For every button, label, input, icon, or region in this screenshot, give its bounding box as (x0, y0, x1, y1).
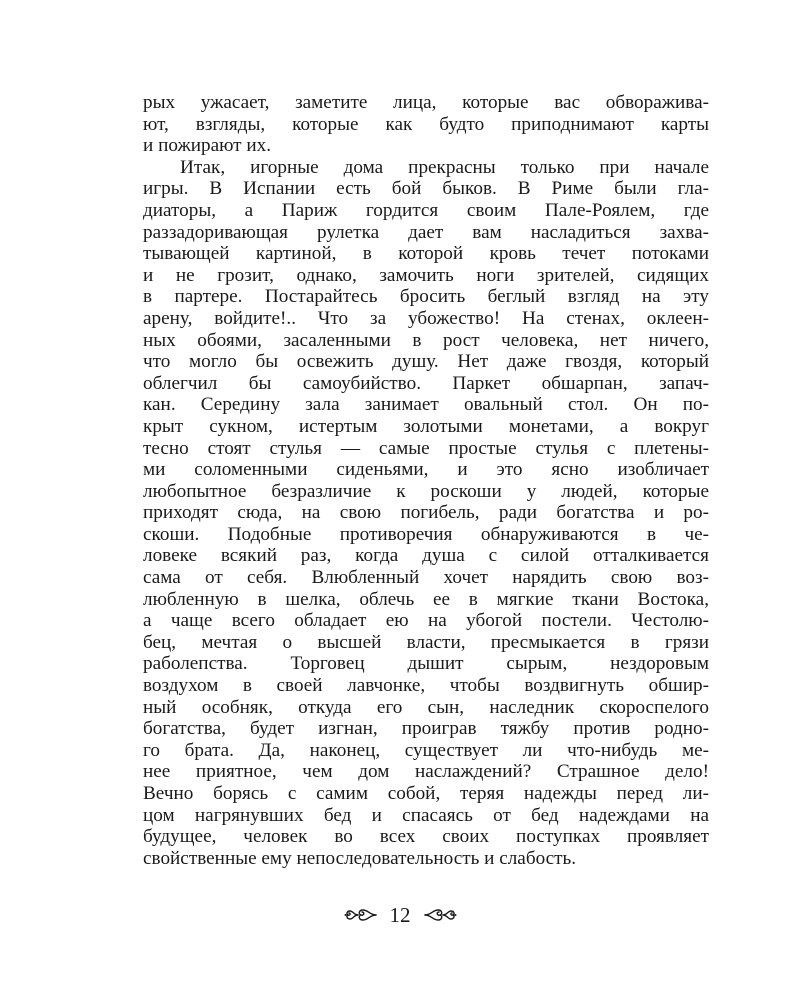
text-line: игры. В Испании есть бой быков. В Риме были гла- (143, 178, 709, 200)
text-line: любленную в шелка, облечь ее в мягкие ткани Востока, (143, 588, 709, 610)
text-line: ми соломенными сиденьями, и это ясно изобличает (143, 459, 709, 481)
text-line: кан. Середину зала занимает овальный стол. Он по- (143, 394, 709, 416)
page-number: 12 (389, 903, 411, 927)
text-line: Вечно борясь с самим собой, теряя надежды перед ли- (143, 783, 709, 804)
text-line: раззадоривающая рулетка дает вам насладиться захва- (143, 221, 709, 243)
text-line: раболепства. Торговец дышит сырым, нездоровым (143, 653, 709, 675)
page-footer (0, 900, 800, 930)
text-line: ловеке всякий раз, когда душа с силой отталкивается (143, 545, 709, 567)
text-line: бец, мечтая о высшей власти, пресмыкается в грязи (143, 631, 709, 653)
text-line: го брата. Да, наконец, существует ли что-нибудь ме- (143, 739, 709, 761)
text-line: рых ужасает, заметите лица, которые вас обворажива- (143, 92, 709, 113)
text-line: цом нагрянувших бед и спасаясь от бед надеждами на (143, 804, 709, 826)
text-line: богатства, будет изгнан, проиграв тяжбу против родно- (143, 718, 709, 740)
text-line: что могло бы освежить душу. Нет даже гвоздя, который (143, 351, 709, 373)
body-text (143, 92, 709, 869)
text-line: диаторы, а Париж гордится своим Пале-Роялем, где (143, 199, 709, 221)
text-line: нее приятное, чем дом наслаждений? Страшное дело! (143, 761, 709, 783)
text-line: в партере. Постарайтесь бросить беглый взгляд на эту (143, 286, 709, 308)
text-line: и не грозит, однако, замочить ноги зрителей, сидящих (143, 264, 709, 286)
text-line: воздухом в своей лавчонке, чтобы воздвигнуть обшир- (143, 675, 709, 697)
text-line: свойственные ему непоследовательность и слабость. (143, 847, 577, 869)
text-line: облегчил бы самоубийство. Паркет обшарпан, запач- (143, 372, 709, 394)
text-line: ный особняк, откуда его сын, наследник скороспелого (143, 696, 709, 718)
text-line: крыт сукном, истертым золотыми монетами, а вокруг (143, 415, 709, 437)
text-line: тесно стоят стулья — самые простые стулья с плетены- (143, 437, 709, 459)
text-line: скоши. Подобные противоречия обнаруживаются в че- (143, 523, 709, 545)
text-line: арену, войдите!.. Что за убожество! На стенах, оклеен- (143, 307, 709, 329)
text-line: приходят сюда, на свою погибель, ради богатства и ро- (143, 502, 709, 524)
text-line: а чаще всего обладает ею на убогой постели. Честолю- (143, 610, 709, 632)
fleuron-right-icon (423, 907, 457, 923)
fleuron-left-icon (344, 907, 378, 923)
text-line: и пожирают их. (143, 135, 272, 157)
text-line: ют, взгляды, которые как будто приподнимают карты (143, 113, 709, 135)
text-line: Итак, игорные дома прекрасны только при начале (180, 156, 709, 178)
text-line: будущее, человек во всех своих поступках проявляет (143, 826, 709, 848)
text-line: сама от себя. Влюбленный хочет нарядить свою воз- (143, 567, 709, 589)
text-line: ных обоями, засаленными в рост человека, нет ничего, (143, 329, 709, 351)
text-line: тывающей картиной, в которой кровь течет потоками (143, 243, 709, 265)
text-line: любопытное безразличие к роскоши у людей, которые (143, 480, 709, 502)
